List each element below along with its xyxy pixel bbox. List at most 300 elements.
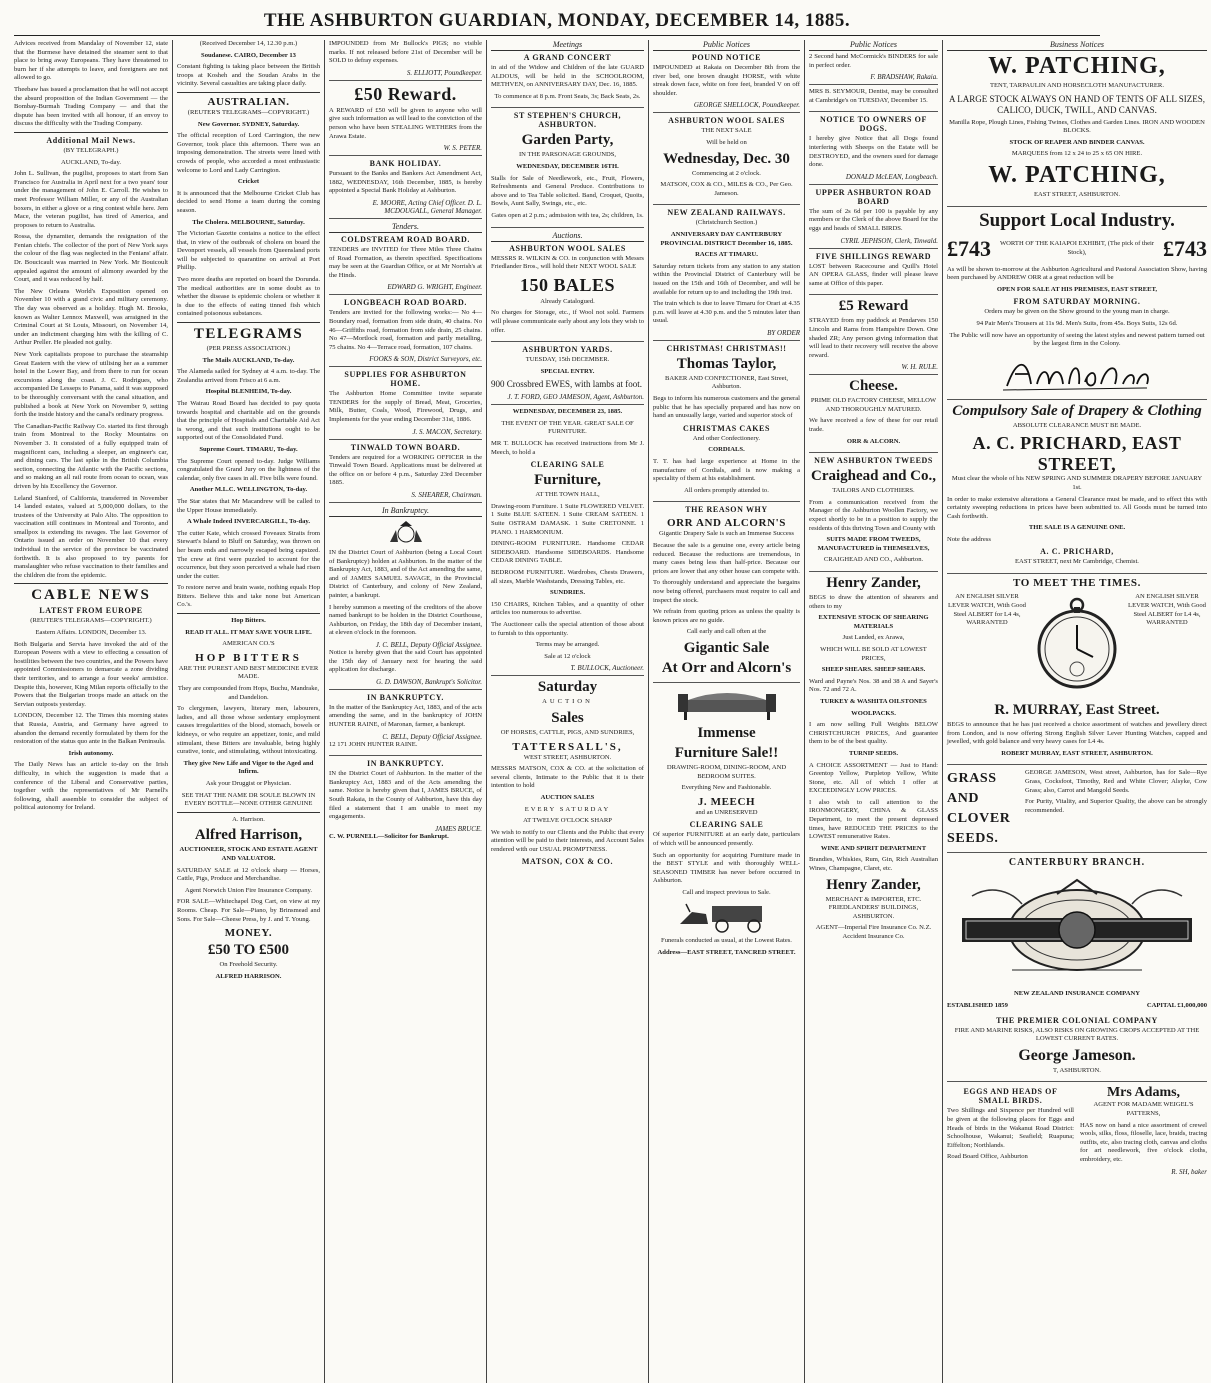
support-amount-left: £743 bbox=[947, 235, 991, 261]
five-shillings-text: LOST between Racecourse and Quill's Hotel AN OPERA GLASS, finder will please leave same at Office of this paper. bbox=[809, 262, 938, 287]
yards-head: ASHBURTON YARDS. bbox=[522, 345, 613, 355]
railways-text: Saturday return tickets from any station to any station within the Provincial District of Canterbury will be issued on the 15th and 16th of December, and will be available for return up to and including the 19th inst. bbox=[653, 262, 800, 296]
australian-label: (REUTER'S TELEGRAMS—COPYRIGHT.) bbox=[187, 108, 310, 116]
new-governor-head: New Governor. SYDNEY, Saturday. bbox=[197, 120, 300, 128]
column-2 bbox=[172, 40, 324, 1383]
insurance-emblem bbox=[947, 870, 1207, 990]
zander-signature: Henry Zander, bbox=[826, 876, 921, 893]
fire-risks: FIRE AND MARINE RISKS, ALSO RISKS ON GROWING CROPS ACCEPTED AT THE LOWEST CURRENT RATES. bbox=[954, 1026, 1200, 1043]
telegrams-head: TELEGRAMS bbox=[193, 326, 304, 343]
bankruptcy-2-signature: C. BELL, Deputy Official Assignee. bbox=[382, 732, 482, 741]
column-3 bbox=[324, 40, 486, 1383]
concert-head: A GRAND CONCERT bbox=[523, 53, 612, 62]
cable-news-text-2: LONDON, December 12. The Times this morning states that Russia, Austria, and Germany have agreed to abandon the demand recently formulated by them for the restoration of the status quo ante in the Balkan Peninsula. bbox=[14, 712, 168, 746]
five-shillings-head: FIVE SHILLINGS REWARD bbox=[815, 251, 932, 261]
mails-text: The Alameda sailed for Sydney at 4 a.m. to-day. The Zealandia arrived from Frisco at 6 a.m. bbox=[177, 368, 320, 384]
mail-news-text-2: Rossa, the dynamiter, demands the resignation of the Fenian chiefs. The collector of the port of New York says the colour of the flag was neglected in the Fenians' affair. Dr. Boucicault was married in New York. Mr Bouicoult appealed against the amount of alimony awarded by the Court, and it was reduced by half. bbox=[14, 233, 168, 284]
divider bbox=[14, 583, 168, 584]
hop-signature: SEE THAT THE NAME DR SOULE BLOWN IN EVERY BOTTLE—NONE OTHER GENUINE bbox=[181, 791, 316, 808]
money-range: £50 TO £500 bbox=[207, 942, 290, 959]
grass-row bbox=[947, 769, 1207, 849]
shears-text: Ward and Payne's Nos. 38 and 38 A and Sayer's Nos. 72 and 72 A. bbox=[809, 677, 938, 694]
tweeds-head: NEW ASHBURTON TWEEDS bbox=[814, 456, 933, 466]
bankruptcy-2-foot: 12 171 JOHN HUNTER RAINE. bbox=[329, 740, 418, 748]
orr-foot: At Orr and Alcorn's bbox=[661, 659, 792, 676]
telegrams-label: (PER PRESS ASSOCIATION.) bbox=[206, 345, 291, 353]
cricket-head: Cricket bbox=[237, 178, 260, 186]
bankruptcy-3-signature: JAMES BRUCE. bbox=[434, 824, 482, 833]
hop-brand: AMERICAN CO.'S bbox=[222, 640, 275, 648]
support-text: As will be shown to-morrow at the Ashburton Agricultural and Pastoral Association Show, having been purchased by ANDREW ORR at a great reduction will be bbox=[947, 265, 1207, 282]
sofa-icon bbox=[653, 686, 800, 722]
burma-para: Theebaw has issued a proclamation that he will not accept the absurd proposition of the Indian Government — the Bombay-Burmah Trading Company — and that the dispute has been invited with all honour, if an envoy to discuss the difficulty with the Trading Company. bbox=[14, 85, 168, 128]
cholera-text-2: Two more deaths are reported on board the Dorunda. The medical authorities are in some doubt as to whether the disease is epidemic cholera or whether it is due to the effects of eating tinned fish which contained poisonous substances. bbox=[177, 276, 320, 318]
st-stephens-head: ST STEPHEN'S CHURCH, ASHBURTON. bbox=[513, 111, 622, 130]
tweeds-ad bbox=[809, 456, 938, 572]
money-signature: ALFRED HARRISON. bbox=[215, 972, 282, 980]
will-be-held: Will be held on bbox=[706, 138, 747, 146]
mlc-text: The Star states that Mr Macandrew will be called to the Upper House immediately. bbox=[177, 497, 320, 514]
support-line bbox=[947, 236, 1207, 262]
tinwald-signature: S. SHEARER, Chairman. bbox=[411, 491, 482, 500]
prichard-name-2: A. C. PRICHARD, bbox=[1040, 547, 1114, 557]
eggs-ad bbox=[947, 1085, 1074, 1175]
dogs-head: NOTICE TO OWNERS OF DOGS. bbox=[820, 115, 927, 134]
times-head: TO MEET THE TIMES. bbox=[1013, 577, 1141, 590]
soudanese-head: Soudanese. CAIRO, December 13 bbox=[201, 51, 296, 59]
grass-seeds-ad bbox=[947, 769, 1207, 853]
business-notices-head: Business Notices bbox=[947, 40, 1207, 51]
furniture-sale-ad bbox=[491, 408, 644, 676]
ironmongery-text: I also wish to call attention to the IRONMONGERY, CHINA & GLASS Department, to meet the present depressed times, have REDUCED THE PRICES to the LOWEST remunerative Rates. bbox=[809, 798, 938, 841]
unreserved: and an UNRESERVED bbox=[695, 808, 758, 816]
impound-text: IMPOUNDED from Mr Bullock's PIGS; no visible marks. If not released before 21st of December will be SOLD to defray expenses. bbox=[329, 40, 482, 65]
mail-news-dateline: AUCKLAND, To-day. bbox=[61, 158, 121, 166]
matson-text-2: We wish to notify to our Clients and the Public that every attention will be paid to their interests, and Account Sales rendered with our USUAL PROMPTNESS. bbox=[491, 828, 644, 853]
orr-alcorn-ad bbox=[653, 505, 800, 683]
suits-line: SUITS MADE FROM TWEEDS, MANUFACTURED in THEMSELVES, bbox=[817, 536, 930, 552]
patching-address: EAST STREET, ASHBURTON. bbox=[1033, 190, 1121, 198]
upper-ashburton-ad bbox=[809, 188, 938, 249]
harrison-name: Alfred Harrison, bbox=[194, 827, 303, 844]
immense-head: Immense bbox=[697, 724, 756, 741]
yards-ad bbox=[491, 345, 644, 405]
yards-date: TUESDAY, 15th DECEMBER. bbox=[525, 356, 610, 364]
upper-ashburton-head: UPPER ASHBURTON ROAD BOARD bbox=[815, 187, 932, 206]
longbeach-text: Tenders are invited for the following works:— No 4—Boundary road, formation from side drain, 40 chains. No 46—Griffiths road, formation from side drain, 25 chains. No 47—Mortlock road, formation and partly metalling, 75 chains. No 4—Terrace road, formation, 107 chains. bbox=[329, 309, 482, 351]
support-amount-right: £743 bbox=[1163, 235, 1207, 261]
railways-ad bbox=[653, 208, 800, 341]
wool-sales-text-2: No charges for Storage, etc., if Wool not sold. Farmers will please communicate early about any lots they wish to offer. bbox=[491, 309, 644, 334]
hop-made: They are compounded from Hops, Buchu, Mandrake, and Dandelion. bbox=[177, 685, 320, 701]
orders-ground: Orders may be given on the Show ground to the young man in charge. bbox=[984, 308, 1170, 316]
upper-ashburton-signature: CYRIL JEPHSON, Clerk, Tinwald. bbox=[840, 236, 938, 245]
murray-signature: ROBERT MURRAY, EAST STREET, ASHBURTON. bbox=[1001, 749, 1153, 757]
furniture-sale-sub: DRAWING-ROOM, DINING-ROOM, AND BEDROOM SUITES. bbox=[666, 763, 787, 780]
bitters-note: To restore nerve and brain waste, nothing equals Hop Bitters. Believe this and take none but American Co.'s. bbox=[177, 584, 320, 609]
eggs-text: Two Shillings and Sixpence per Hundred will be given at the following places for Eggs and Heads of birds in the Wakanui Road District: Schoolhouse, Wakanui; Seafield; Ruapuna; Eiffelton; Northlands. bbox=[947, 1107, 1074, 1149]
column-6 bbox=[804, 40, 942, 1383]
wool-sale-head: ASHBURTON WOOL SALES bbox=[668, 116, 785, 126]
sale-signature: T. BULLOCK, Auctioneer. bbox=[570, 664, 644, 673]
bankruptcy-2-head: IN BANKRUPTCY. bbox=[366, 692, 444, 702]
wine-text: Brandies, Whiskies, Rum, Gin, Rich Australian Wines, Champagne, Claret, etc. bbox=[809, 856, 938, 873]
divider bbox=[177, 812, 320, 813]
sundries-head: SUNDRIES. bbox=[550, 589, 585, 597]
watches-ad bbox=[947, 577, 1207, 765]
compulsory-head: Compulsory Sale of Drapery & Clothing bbox=[952, 402, 1202, 419]
dogs-ad bbox=[809, 115, 938, 184]
christmas-head: CHRISTMAS! CHRISTMAS!! bbox=[666, 343, 787, 353]
pound-notice-text: IMPOUNDED at Rakaia on December 8th from the river bed, one brown draught HORSE, with white streak down face, white on fore feet, branded V on off shoulder. bbox=[653, 64, 800, 97]
concert-ad bbox=[491, 53, 644, 108]
commencing: Commencing at 2 o'clock. bbox=[692, 169, 761, 177]
masthead bbox=[14, 6, 1100, 36]
money-head: MONEY. bbox=[224, 927, 273, 940]
zander-ad bbox=[809, 575, 938, 942]
supplies-text: The Ashburton Home Committee invite separate TENDERS for the supply of Bread, Meat, Groceries, Milk, Butter, Coals, Wood, Firewood, Drugs, and Implements for the year ending December 31st, 1886. bbox=[329, 390, 482, 424]
auction-word: AUCTION bbox=[542, 698, 593, 706]
hop-vigor: They give New Life and Vigor to the Aged and Infirm. bbox=[183, 759, 314, 776]
bankruptcy-2-text: In the matter of the Bankruptcy Act, 1883, and of the acts amending the same, and in the bankruptcy of JOHN HUNTER RAINE, of Maronan, farmer, a bankrupt. bbox=[329, 703, 482, 728]
bankruptcy-text: IN the District Court of Ashburton (being a Local Court of Bankruptcy) holden at Ashburton. In the matter of the Bankruptcy Act, 1883, and of the Act amending the same, and of JAMES SAMUEL SAVAGE, in the Provincial District of Canterbury, and colony of New Zealand, painter, a bankrupt. bbox=[329, 549, 482, 599]
binders-signature: F. BRADSHAW, Rakaia. bbox=[870, 73, 938, 82]
new-fashionable: Everything New and Fashionable. bbox=[681, 784, 772, 792]
cordials-text: T. T. has had large experience at Home in the manufacture of Cordials, and is now making a speciality of them at his establishment. bbox=[653, 458, 800, 483]
auction-sales: AUCTION SALES bbox=[540, 793, 595, 801]
taylor-text: Begs to inform his numerous customers and the general public that he has specially prepared and has now on hand an unusually large, varied and superior stock of bbox=[653, 395, 800, 420]
longbeach-head: LONGBEACH ROAD BOARD. bbox=[343, 298, 468, 308]
christmas-ad bbox=[653, 344, 800, 503]
mails-head: The Mails AUCKLAND, To-day. bbox=[202, 356, 295, 364]
cable-news-head: CABLE NEWS bbox=[31, 587, 151, 604]
mrs-adams-role: AGENT FOR MADAME WEIGEL'S PATTERNS, bbox=[1093, 1101, 1194, 1117]
dogs-signature: DONALD McLEAN, Longbeach. bbox=[845, 172, 938, 181]
hop-bitters-sub: ARE THE PUREST AND BEST MEDICINE EVER MADE. bbox=[178, 664, 319, 681]
open-for-sale: OPEN FOR SALE AT HIS PREMISES, EAST STREET, bbox=[996, 285, 1158, 293]
prime-cheese: PRIME OLD FACTORY CHEESE, MELLOW AND THOROUGHLY MATURED. bbox=[810, 397, 937, 413]
mail-news-text-6: Leland Stanford, of California, transferred in November 14 landed estates, valued at 5,000,000 dollars, to the trustees of the University at Palo Alto. The opposition to vaccination still continues in Montreal and Toronto, and smallpox is extending its ravages. The last Governor of Ontario issued an order on November 10 that every individual in the service of the province be vaccinated forthwith. It is also proposed to try parents for manslaughter who refuse vaccination to their families and the children die from the epidemic. bbox=[14, 494, 168, 579]
coldstream-ad bbox=[329, 235, 482, 295]
matson-names: MATSON, COX & CO., MILES & CO., Per Geo. Jameson. bbox=[660, 181, 793, 197]
auctions-head: Auctions. bbox=[491, 231, 644, 242]
bankruptcy-text-2: I hereby summon a meeting of the creditors of the above named bankrupt to be holden in the District Courthouse, Ashburton, on Friday, the 18th day of December instant, at eleven o'clock in the forenoon. bbox=[329, 603, 482, 637]
hop-read: READ IT ALL. IT MAY SAVE YOUR LIFE. bbox=[185, 628, 312, 636]
garden-party-date: WEDNESDAY, DECEMBER 16TH. bbox=[516, 162, 619, 170]
mail-news-text: John L. Sullivan, the pugilist, proposes to start from San Francisco for Australia in April next for a two years' tour under the management of John E. Carroll. He wishes to meet Professor William Miller, or any of the Australian boxers, in either a glove or a ring contest while here. Jem Mace, the veteran pugilist, has tired of America, and proposes to return to Australia. bbox=[14, 170, 168, 229]
whale-text: The cutter Kate, which crossed Foveaux Straits from Stewart's Island to Bluff on Saturday, was thrown on her beam ends and narrowly escaped being capsized. The crew at first were puzzled to account for the occurrence, but they soon perceived a whale had risen under the cutter. bbox=[177, 529, 320, 580]
seymour-ad bbox=[809, 88, 938, 112]
bedroom-list: BEDROOM FURNITURE. Wardrobes, Chests Drawers, all sizes, Marble Washstands, Dressing Tables, etc. bbox=[491, 569, 644, 585]
column-7 bbox=[942, 40, 1211, 1383]
bankruptcy-signature: J. C. BELL, Deputy Official Assignee. bbox=[375, 640, 482, 649]
murray-text: BEGS to announce that he has just received a choice assortment of watches and jewellery direct from London, and is now offering Strong English Silver Lever Hunting Watches, capped and jewelled, with gold balance and very heavy cases for L4 4s. bbox=[947, 721, 1207, 746]
hop-bitters-title: HOP BITTERS bbox=[195, 651, 302, 664]
garden-party-ad bbox=[491, 111, 644, 227]
impound-ad bbox=[329, 40, 482, 81]
bank-holiday-head: BANK HOLIDAY. bbox=[369, 159, 442, 169]
murray-name: R. MURRAY, East Street. bbox=[994, 702, 1160, 719]
mrs-adams-name: Mrs Adams, bbox=[1106, 1085, 1181, 1101]
hop-text: To clergymen, lawyers, literary men, labourers, ladies, and all those whose sedentary employment causes irregularities of the blood, stomach, bowels or kidneys, or who require an appetizer, tonic, and mild stimulant, these Bitters are invaluable, being highly curative, tonic, and stimulating, without intoxicating. bbox=[177, 705, 320, 756]
grass-text-2: For Purity, Vitality, and Superior Quality, the above can be strongly recommended. bbox=[1025, 798, 1207, 814]
matson-signature: MATSON, COX & CO. bbox=[521, 857, 614, 867]
saturday-sales-ad bbox=[491, 679, 644, 866]
divider bbox=[177, 92, 320, 93]
eggs-head: EGGS AND HEADS OF SMALL BIRDS. bbox=[963, 1087, 1058, 1106]
supplies-ad bbox=[329, 370, 482, 439]
tinwald-ad bbox=[329, 443, 482, 503]
railways-text-2: The train which is due to leave Timaru for Orari at 4.35 p.m. will leave at 4.30 p.m. and the 5 minutes later than usual. bbox=[653, 300, 800, 325]
saturday-head: Saturday bbox=[537, 679, 598, 696]
genuine-sale: THE SALE IS A GENUINE ONE. bbox=[1028, 524, 1126, 532]
support-head: Support Local Industry. bbox=[979, 209, 1175, 231]
harrison-agent: Agent Norwich Union Fire Insurance Company. bbox=[184, 886, 313, 894]
established: ESTABLISHED 1859 bbox=[947, 1002, 1008, 1010]
longbeach-ad bbox=[329, 298, 482, 367]
wool-sale-date: Wednesday, Dec. 30 bbox=[663, 150, 790, 167]
furniture-event: THE EVENT OF THE YEAR. GREAT SALE OF FURNITURE. bbox=[501, 419, 634, 436]
column-4 bbox=[486, 40, 648, 1383]
just-landed: Just Landed, ex Arawa, bbox=[842, 634, 905, 642]
support-ad bbox=[947, 210, 1207, 400]
watch-right-text: AN ENGLISH SILVER LEVER WATCH, With Good Steel ALBERT for L4 4s, WARRANTED bbox=[1128, 593, 1206, 627]
public-notices-head: Public Notices bbox=[653, 40, 800, 51]
cholera-head: The Cholera. MELBOURNE, Saturday. bbox=[192, 218, 305, 226]
meetings-head: Meetings bbox=[491, 40, 644, 51]
turnip-head: TURNIP SEEDS. bbox=[848, 749, 899, 757]
wine-head: WINE AND SPIRIT DEPARTMENT bbox=[820, 844, 927, 852]
masthead-title: THE ASHBURTON GUARDIAN, MONDAY, DECEMBER 14, 1885. bbox=[263, 9, 851, 31]
races: RACES AT TIMARU. bbox=[695, 251, 758, 259]
cricket-text: It is announced that the Melbourne Cricket Club has decided to send Home a team during the coming season. bbox=[177, 189, 320, 214]
inspect-line: Call and inspect previous to Sale. bbox=[682, 888, 771, 896]
supreme-court-text: The Supreme Court opened to-day. Judge Williams congratulated the Grand Jury on the lightness of the calendar, only five cases in all. Five bills were found. bbox=[177, 457, 320, 482]
railways-head: NEW ZEALAND RAILWAYS. bbox=[667, 208, 786, 218]
bankruptcy-3-text: IN the District Court of Ashburton. In the matter of the Bankruptcy Act, 1883 and of the Acts amending the same. Notice is hereby given that I, JAMES BRUCE, of South Rakaia, in the County of Ashburton, have this day filed a statement that I am unable to meet my engagements. bbox=[329, 770, 482, 821]
five-pound-signature: W. H. RULE. bbox=[901, 363, 938, 372]
tenders-head: Tenders. bbox=[329, 222, 482, 233]
five-pound-ad bbox=[809, 298, 938, 375]
twelve-oclock: AT TWELVE O'CLOCK SHARP bbox=[523, 817, 612, 825]
irish-head: Irish autonomy. bbox=[68, 749, 114, 757]
from-saturday: FROM SATURDAY MORNING. bbox=[1013, 297, 1141, 307]
whale-head: A Whale Indeed INVERCARGILL, To-day. bbox=[187, 518, 310, 526]
yards-text: 900 Crossbred EWES, with lambs at foot. bbox=[491, 379, 642, 390]
mlc-head: Another M.L.C. WELLINGTON, To-day. bbox=[189, 486, 308, 494]
orr-head: ORR AND ALCORN'S bbox=[666, 517, 786, 530]
mail-news-head: Additional Mail News. bbox=[46, 135, 136, 145]
grass-text: GEORGE JAMESON, West street, Ashburton, has for Sale—Rye Grass, Cocksfoot, Timothy, Red and White Clover; Alsyke, Cow Grass; also, Carrot and Mangold Seeds. bbox=[1025, 769, 1207, 794]
column-5 bbox=[648, 40, 804, 1383]
orr-text-3: We refrain from quoting prices as unless the quality is known prices are no guide. bbox=[653, 608, 800, 624]
absolute-clearance: ABSOLUTE CLEARANCE MUST BE MADE. bbox=[1012, 421, 1142, 429]
bank-holiday-ad bbox=[329, 159, 482, 219]
patching-role: TENT, TARPAULIN AND HORSECLOTH MANUFACTURER. bbox=[990, 82, 1164, 89]
columns bbox=[14, 40, 1207, 1383]
concert-text: in aid of the Widow and Children of the late GUARD ALDOUS, will be held in the SCHOOLROOM, METHVEN, on ANNIVERSARY DAY, Dec. 16, 1885. bbox=[491, 64, 644, 89]
public-notices-head-2: Public Notices bbox=[809, 40, 938, 51]
coldstream-signature: EDWARD G. WRIGHT, Engineer. bbox=[387, 283, 482, 292]
sale-time: Sale at 12 o'clock bbox=[544, 652, 591, 660]
supplies-signature: J. S. MACON, Secretary. bbox=[412, 427, 482, 436]
divider bbox=[177, 322, 320, 323]
prichard-sub: Must clear the whole of his NEW SPRING AND SUMMER DRAPERY BEFORE JANUARY 1st. bbox=[951, 475, 1203, 491]
reason-head: THE REASON WHY bbox=[685, 505, 768, 515]
oilstones: TURKEY & WASHITA OILSTONES bbox=[820, 697, 927, 705]
orr-text: Because the sale is a genuine one, every article being reduced. Because the reductions are tremendous, in many cases being less than half-price. Because our prices are lower that any other house can compete with. bbox=[653, 542, 800, 575]
craighead-signature: CRAIGHEAD AND CO., Ashburton. bbox=[823, 556, 924, 564]
canterbury-head: CANTERBURY BRANCH. bbox=[1008, 857, 1146, 869]
impound-signature: S. ELLIOTT, Poundkeeper. bbox=[406, 68, 482, 77]
pocket-watch-icon bbox=[1027, 593, 1127, 698]
received-line: (Received December 14, 12.30 p.m.) bbox=[199, 40, 298, 47]
insurance-ad bbox=[947, 857, 1207, 1082]
mail-news-text-5: The Canadian-Pacific Railway Co. started its first through train from Montreal to the Rocky Mountains on November 3. It consisted of a fully equipped train of magnificent cars, including a sleeper, an engineer's car, and dining cars. The last spike in the British Columbia section, connecting the Atlantic with the Pacific sections, and so making an all rail route from ocean to ocean, was driven by his Excellency the Governor. bbox=[14, 422, 168, 490]
bankruptcy-3-head: IN BANKRUPTCY. bbox=[366, 759, 444, 769]
garden-party-foot: Gates open at 2 p.m.; admission with tea, 2s; children, 1s. bbox=[491, 211, 644, 219]
note-address: Note the address bbox=[947, 535, 991, 543]
mrs-adams-text: HAS now on hand a nice assortment of crewel wools, silks, floss, filoselle, lace, braids, tracing outfits, etc, also tracing cloth, canvas and cloths for art needlework, five o'clock cloths, embroidery, etc. bbox=[1080, 1121, 1207, 1163]
compulsory-ad bbox=[947, 403, 1207, 574]
insurance-name: NEW ZEALAND INSURANCE COMPANY bbox=[1014, 990, 1140, 998]
grass-head: GRASS AND CLOVER SEEDS. bbox=[947, 771, 1011, 847]
binders-ad bbox=[809, 53, 938, 85]
meech-address: Address—EAST STREET, TANCRED STREET. bbox=[657, 949, 796, 957]
grass-right bbox=[1025, 769, 1207, 849]
hospital-text: The Wairau Road Board has decided to pay quota towards hospital and charitable aid on the grounds that the principle of Hospitals and Charitable Aid Act is wrong, and that such institutions ought to be supported out of the Consolidated Fund. bbox=[177, 400, 320, 442]
patching-ad bbox=[947, 53, 1207, 207]
burma-intro: Advices received from Mandalay of November 12, state that the Burmese have detained the steamer sent to that place to bring away Europeans. They have threatened to burn her if she attempts to leave, and foreigners are not allowed to go. bbox=[14, 40, 168, 82]
meech-ad bbox=[653, 686, 800, 958]
five-pound-head: £5 Reward bbox=[838, 298, 909, 315]
public-note: The Public will now have an opportunity of seeing the latest styles and newest pattern turned out by the largest firm in the Colony. bbox=[949, 331, 1205, 348]
bankruptcy-notice-signature: G. D. DAWSON, Bankrupt's Solicitor. bbox=[376, 677, 482, 686]
watch-left-text: AN ENGLISH SILVER LEVER WATCH, With Good Steel ALBERT for L4 4s, WARRANTED bbox=[948, 593, 1026, 627]
hearse-icon bbox=[653, 900, 800, 934]
bankruptcy-3-foot: C. W. PURNELL—Solicitor for Bankrupt. bbox=[329, 832, 449, 840]
reward-head: £50 Reward. bbox=[354, 83, 457, 104]
reward-ad bbox=[329, 84, 482, 156]
george-jameson: George Jameson. bbox=[1018, 1046, 1136, 1064]
capital: CAPITAL £1,000,000 bbox=[1146, 1002, 1207, 1010]
seymour-text: MRS B. SEYMOUR, Dentist, may be consulted at Cambridge's on TUESDAY, December 15. bbox=[809, 88, 938, 104]
bank-holiday-text: Pursuant to the Banks and Bankers Act Amendment Act, 1882, WEDNESDAY, 16th December, 1885, is hereby appointed a Special Bank Holiday at Ashburton. bbox=[329, 170, 482, 195]
meech-name: J. MEECH bbox=[697, 795, 756, 808]
railways-signature: BY ORDER bbox=[767, 328, 800, 337]
clearing-sale-head: CLEARING SALE bbox=[530, 460, 605, 470]
orr-alcorn-signature: ORR & ALCORN. bbox=[846, 437, 901, 445]
mail-news-sub: (BY TELEGRAPH.) bbox=[63, 146, 119, 154]
money-sub: On Freehold Security. bbox=[219, 961, 278, 969]
sales-head: Sales bbox=[551, 709, 584, 726]
clearing-sale: CLEARING SALE bbox=[689, 820, 764, 830]
george-address: T, ASHBURTON. bbox=[1053, 1066, 1101, 1074]
orr-text-2: To thoroughly understand and appreciate the bargains now being offered, purchasers must require to call and inspect the stock. bbox=[653, 579, 800, 604]
harrison-sale: FOR SALE—Whitechapel Dog Cart, on view at my Rooms. Cheap. For Sale—Piano, by Brinsmead and Sons. For Sale—Cheese Press, by J. and T. Young. bbox=[177, 898, 320, 923]
call-early: Call early and call often at the bbox=[686, 628, 767, 636]
supreme-court-head: Supreme Court. TIMARU, To-day. bbox=[199, 445, 298, 453]
matson-text: MESSRS MATSON, COX & CO. at the solicitation of several clients, Intimate to the Public that it is their intention to hold bbox=[491, 765, 644, 790]
zander-sub: MERCHANT & IMPORTER, ETC. FRIEDLANDERS' BUILDINGS, ASHBURTON. bbox=[825, 895, 922, 920]
andrew-orr-signature bbox=[947, 352, 1207, 396]
craighead-role: TAILORS AND CLOTHIERS. bbox=[832, 487, 915, 495]
patching-name-2: W. PATCHING, bbox=[988, 161, 1166, 188]
prichard-address: EAST STREET, next Mr Cambridge, Chemist. bbox=[1015, 558, 1139, 566]
column-1 bbox=[14, 40, 172, 1383]
mail-news-text-4: New York capitalists propose to purchase the steamship Great Eastern with the view of utilising her as a summer hotel in the Lower Bay, and from there to run for ocean excursions along the coast. J. C. Rodrigues, who accompanied De Lesseps to Panama, said it was supposed to be thoroughly conversant with the canal situation, and published a book at New York on November 9, setting forth the inside history and the canal's ordinary progress. bbox=[14, 351, 168, 419]
cable-news-text: Both Bulgaria and Servia have invoked the aid of the European Powers with a view to effecting a cessation of hostilities between the two countries, and the Powers have appointed Commissioners to demarcate a zone dividing their territories, and to arrange a four weeks' armistice. Despite this, however, King Milan reports officially to the Powers that the Bulgarian troops made an attack on the Servian outposts yesterday. bbox=[14, 640, 169, 708]
cheese-text: We have received a few of these for our retail trade. bbox=[809, 417, 938, 434]
patching-text-2: Manilla Rope, Plough Lines, Fishing Twines, Clothes and Garden Lines. IRON AND WOODEN BLOCKS. bbox=[949, 118, 1205, 135]
furniture-list: Drawing-room Furniture. 1 Suite FLOWERED VELVET. 1 Suite BLUE SATEEN. 1 Suite CREAM SATEEN. 1 Suite OSTRAM DAMASK. 1 Suite CRETONNE. 1 PIANO. 1 HARMONIUM. bbox=[491, 502, 644, 536]
railways-sub: (Christchurch Section.) bbox=[695, 219, 758, 227]
furniture-date: WEDNESDAY, DECEMBER 23, 1885. bbox=[512, 408, 623, 416]
wool-sub: Already Catalogued. bbox=[540, 297, 595, 305]
mrs-adams-signature: R. SH, baker bbox=[1171, 1167, 1207, 1176]
wool-sale-ad bbox=[653, 116, 800, 205]
reward-text: A REWARD of £50 will be given to anyone who will give such information as will lead to the conviction of the person who have been STEALING WETHERS from the Arawa Estate. bbox=[329, 106, 482, 140]
every-saturday: EVERY SATURDAY bbox=[524, 805, 611, 813]
coldstream-head: COLDSTREAM ROAD BOARD. bbox=[341, 234, 470, 244]
garden-party-text: Stalls for Sale of Needlework, etc., Fruit, Flowers, Refreshments and General Produce. Contributions to above and to Tea Table solicited. Band, Croquet, Quoits, Bowls, Aunt Sally, Swings, etc., etc. bbox=[491, 174, 644, 208]
bank-holiday-signature: E. MOORE, Acting Chief Officer. D. L. MCDOUGALL, General Manager. bbox=[372, 198, 482, 215]
australian-head: AUSTRALIAN. bbox=[207, 95, 290, 108]
hop-ask: Ask your Druggist or Physician. bbox=[205, 779, 292, 787]
wool-sales-text: MESSRS R. WILKIN & CO. in conjunction with Messrs Friedlander Bros., will hold their NEXT WOOL SALE bbox=[491, 254, 644, 271]
woolpacks-text: I am now selling Full Weights BELOW CHRISTCHURCH PRICES, And guarantee them to be of the best quality. bbox=[809, 721, 938, 746]
supplies-head: SUPPLIES FOR ASHBURTON HOME. bbox=[344, 370, 467, 389]
australian-text: The official reception of Lord Carrington, the new Governor, took place this afternoon. There was an imposing demonstration. The streets were lined with crowds of people, who accorded a most enthusiastic welcome to Lord and Lady Carrington. bbox=[177, 132, 320, 174]
funerals-line: Funerals conducted as usual, at the Lowest Rates. bbox=[661, 937, 792, 945]
soudan-text: Constant fighting is taking place between the British troops at Kosheh and the Soudan Arabs in the vicinity. Several casualties are taking place daily. bbox=[177, 63, 320, 88]
bankruptcy-3-ad bbox=[329, 759, 482, 841]
cable-news-sub: LATEST FROM EUROPE bbox=[39, 606, 143, 616]
royal-arms-icon bbox=[329, 520, 482, 546]
longbeach-signature: FOOKS & SON, District Surveyors, etc. bbox=[369, 355, 482, 364]
cable-news-dateline: Eastern Affairs. LONDON, December 13. bbox=[35, 629, 147, 637]
clearing-text-2: Such an opportunity for acquiring Furniture made in the BEST STYLE and with thoroughly WELL-SEASONED TIMBER has never before occurred in Ashburton. bbox=[653, 851, 800, 885]
suits-price: 94 Pair Men's Trousers at 11s 9d. Men's Suits, from 45s. Boys Suits, 12s 6d. bbox=[976, 319, 1178, 327]
hop-bitters-head: Hop Bitters. bbox=[231, 617, 266, 625]
mrs-adams-ad bbox=[1080, 1085, 1207, 1175]
craighead-name: Craighead and Co., bbox=[810, 468, 937, 485]
hospital-head: Hospital BLENHEIM, To-day. bbox=[205, 388, 292, 396]
cable-news-text-3: The Daily News has an article to-day on the Irish difficulty, in which the suggestion is made that a conference of the Liberal and Conservative parties, together with the representatives of Mr Parnell's following, shall assemble to consider the subject of political autonomy for Ireland. bbox=[14, 761, 168, 812]
divider bbox=[14, 132, 168, 133]
watches-row bbox=[947, 593, 1207, 698]
upper-ashburton-text: The sum of 2s 6d per 100 is payable by any members or the Clerk of the above Board for the eggs and heads of SMALL BIRDS. bbox=[809, 207, 938, 232]
tinwald-head: TINWALD TOWN BOARD. bbox=[350, 442, 461, 452]
bankruptcy-2-ad bbox=[329, 693, 482, 756]
furniture-head: Furniture, bbox=[534, 472, 601, 489]
taylor-name: Thomas Taylor, bbox=[676, 355, 777, 372]
wool-bales: 150 BALES bbox=[519, 274, 616, 295]
cable-news-label: (REUTER'S TELEGRAMS—COPYRIGHT.) bbox=[30, 617, 152, 625]
insurance-stats bbox=[947, 1002, 1207, 1014]
cheese-head: Cheese. bbox=[849, 378, 898, 395]
premier-company: THE PREMIER COLONIAL COMPANY bbox=[996, 1015, 1158, 1025]
eggs-signature: Road Board Office, Ashburton bbox=[947, 1153, 1028, 1161]
bankruptcy-head: In Bankruptcy. bbox=[329, 506, 482, 517]
five-pound-text: STRAYED from my paddock at Pendarves 150 Lincoln and Rams from Hampshire Down. One shaded ZR; Any person giving information that will lead to their recovery will receive the above reward. bbox=[809, 317, 938, 359]
tinwald-text: Tenders are required for a WORKING OFFICER in the Tinwald Town Board. Applications must be delivered at the office on or before 4 p.m., Saturday 23rd December 1885. bbox=[329, 453, 482, 487]
cholera-text: The Victorian Gazette contains a notice to the effect that, in view of the outbreak of cholera on board the Devonport vessels, all vessels from Queensland ports will be subjected to quarantine on arrival at Port Phillip. bbox=[177, 230, 320, 272]
wool-sales-head: ASHBURTON WOOL SALES bbox=[509, 243, 626, 253]
bankruptcy-notice: Notice is hereby given that the said Court has appointed the 15th day of January next for hearing the said application for discharge. bbox=[329, 648, 482, 674]
gigantic-sale: Gigantic Sale bbox=[683, 639, 770, 656]
marquees: MARQUEES from 12 x 24 to 25 x 65 ON HIRE. bbox=[1011, 150, 1143, 158]
